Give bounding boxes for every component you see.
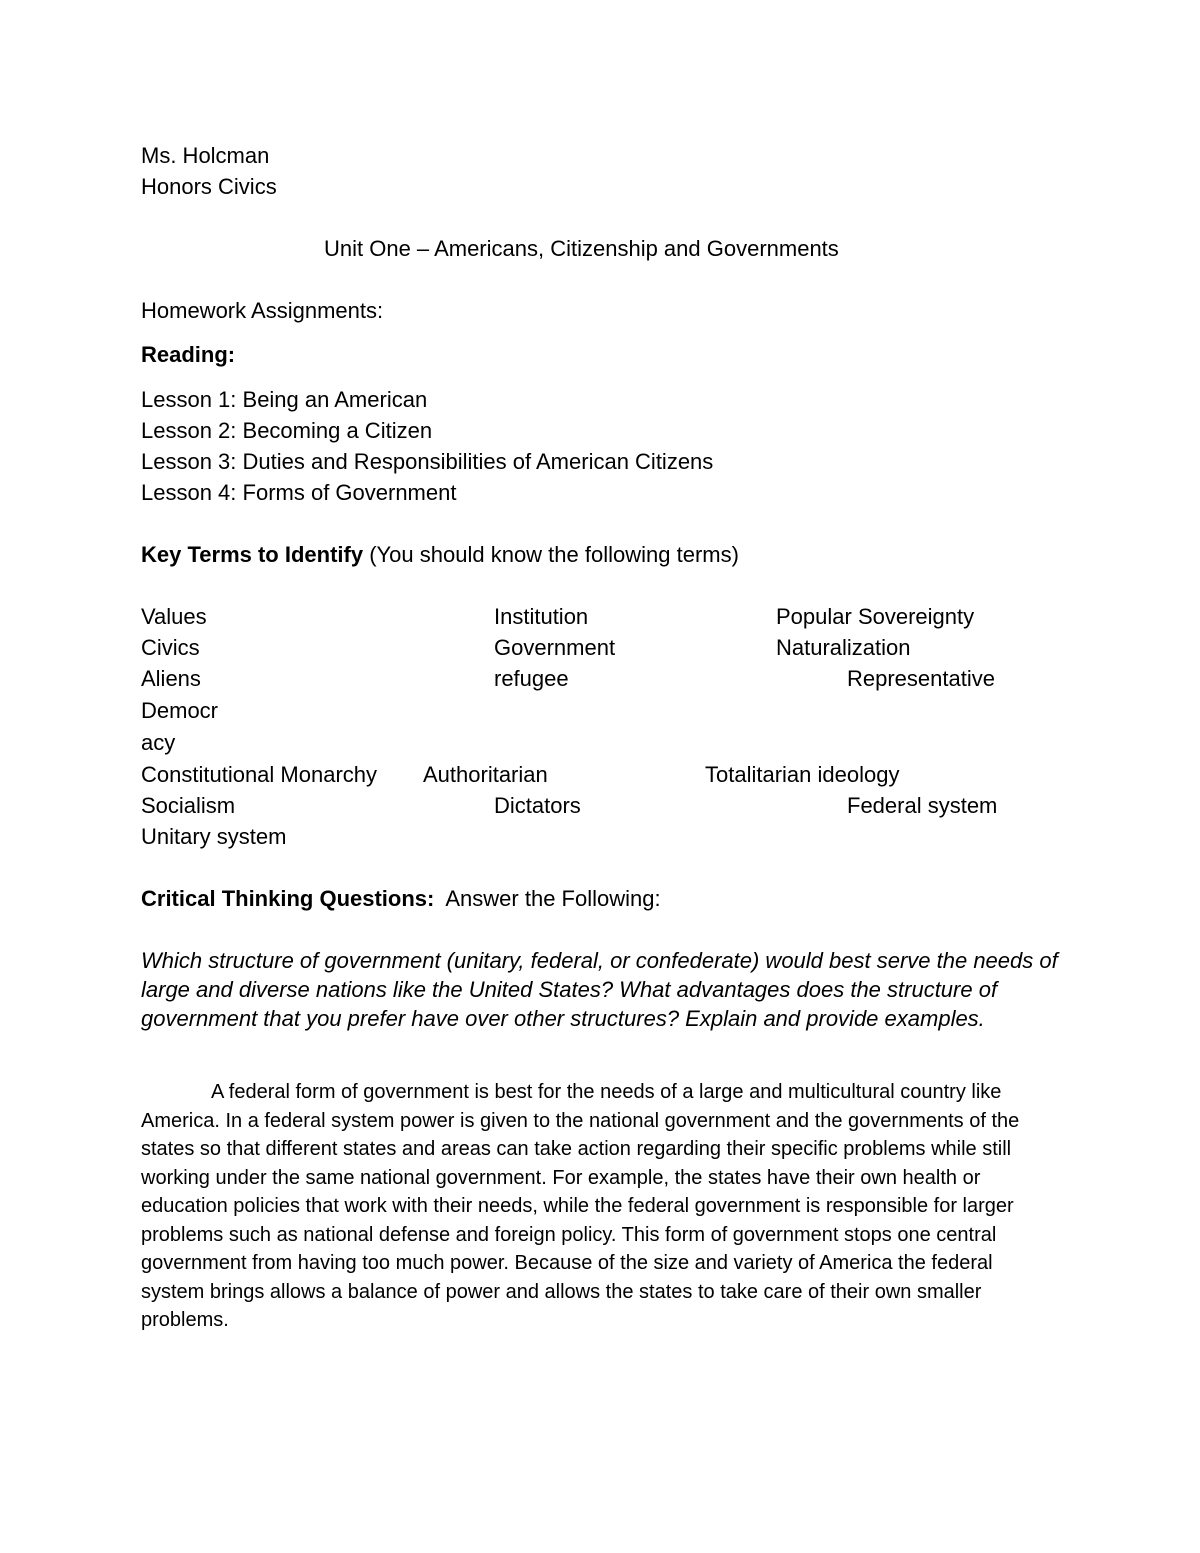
key-term: Authoritarian bbox=[423, 762, 548, 787]
lesson-item: Lesson 1: Being an American bbox=[141, 387, 428, 412]
teacher-name: Ms. Holcman bbox=[141, 143, 270, 168]
key-term: Socialism bbox=[141, 793, 236, 818]
unit-title: Unit One – Americans, Citizenship and Governments bbox=[324, 236, 839, 261]
key-term: Institution bbox=[494, 604, 589, 629]
key-terms-heading-bold: Key Terms to Identify bbox=[141, 542, 364, 567]
homework-heading: Homework Assignments: bbox=[141, 298, 384, 323]
key-term: Unitary system bbox=[141, 824, 287, 849]
key-term: acy bbox=[141, 730, 176, 755]
critical-thinking-question: Which structure of government (unitary, federal, or confederate) would best serve the needs of large and diverse nations like the United States? What advantages does the structure of government that you prefer have over other structures? Explain and provide examples. bbox=[141, 948, 1058, 1031]
key-term: Federal system bbox=[847, 793, 998, 818]
key-term: Government bbox=[494, 635, 616, 660]
key-term: Dictators bbox=[494, 793, 581, 818]
key-term: Representative bbox=[847, 666, 995, 691]
key-term: Values bbox=[141, 604, 207, 629]
critical-thinking-heading-note: Answer the Following: bbox=[434, 886, 661, 911]
reading-heading: Reading: bbox=[141, 342, 236, 367]
key-term: Constitutional Monarchy bbox=[141, 762, 378, 787]
critical-thinking-heading-bold: Critical Thinking Questions: bbox=[141, 886, 435, 911]
key-terms-heading-note: (You should know the following terms) bbox=[363, 542, 739, 567]
lesson-item: Lesson 3: Duties and Responsibilities of American Citizens bbox=[141, 449, 714, 474]
key-term: Aliens bbox=[141, 666, 201, 691]
course-name: Honors Civics bbox=[141, 174, 277, 199]
key-term: Popular Sovereignty bbox=[776, 604, 975, 629]
key-terms-heading bbox=[141, 539, 739, 570]
key-term: Totalitarian ideology bbox=[705, 762, 900, 787]
key-term: refugee bbox=[494, 666, 569, 691]
critical-thinking-answer: A federal form of government is best for the needs of a large and multicultural country like America. In a federal system power is given to the national government and the governments of the states so that different states and areas can take action regarding their specific problems while still working under the same national government. For example, the states have their own health or education policies that work with their needs, while the federal government is responsible for larger problems such as national defense and foreign policy. This form of government stops one central government from having too much power. Because of the size and variety of America the federal system brings allows a balance of power and allows the states to take care of their own smaller problems. bbox=[141, 1081, 1020, 1331]
key-term: Civics bbox=[141, 635, 200, 660]
lesson-item: Lesson 4: Forms of Government bbox=[141, 480, 457, 505]
key-term: Naturalization bbox=[776, 635, 911, 660]
key-term: Democr bbox=[141, 698, 219, 723]
critical-thinking-heading bbox=[141, 883, 661, 914]
lesson-item: Lesson 2: Becoming a Citizen bbox=[141, 418, 433, 443]
